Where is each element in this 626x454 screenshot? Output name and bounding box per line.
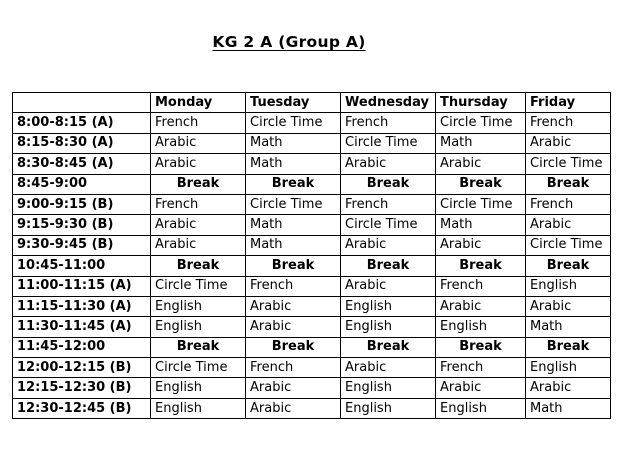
- table-row: [13, 235, 611, 255]
- table-row: [13, 276, 611, 296]
- subject-cell: Arabic: [526, 378, 611, 398]
- break-cell: Break: [341, 337, 436, 357]
- header-cell-monday: Monday: [151, 93, 246, 113]
- subject-cell: French: [526, 194, 611, 214]
- time-slot-cell: 11:00-11:15 (A): [13, 276, 151, 296]
- break-cell: Break: [246, 256, 341, 276]
- break-cell: Break: [246, 337, 341, 357]
- subject-cell: French: [151, 194, 246, 214]
- schedule-body: [13, 113, 611, 419]
- subject-cell: English: [436, 317, 526, 337]
- break-cell: Break: [151, 174, 246, 194]
- header-cell-corner: [13, 93, 151, 113]
- subject-cell: Math: [526, 317, 611, 337]
- subject-cell: French: [246, 358, 341, 378]
- time-slot-cell: 8:00-8:15 (A): [13, 113, 151, 133]
- table-row: [13, 194, 611, 214]
- subject-cell: Arabic: [246, 296, 341, 316]
- time-slot-cell: 11:30-11:45 (A): [13, 317, 151, 337]
- subject-cell: Math: [436, 215, 526, 235]
- time-slot-cell: 11:15-11:30 (A): [13, 296, 151, 316]
- subject-cell: Arabic: [246, 398, 341, 418]
- table-row: [13, 215, 611, 235]
- subject-cell: English: [151, 296, 246, 316]
- subject-cell: English: [436, 398, 526, 418]
- table-row: [13, 378, 611, 398]
- subject-cell: Circle Time: [246, 194, 341, 214]
- subject-cell: Math: [246, 235, 341, 255]
- subject-cell: Arabic: [341, 276, 436, 296]
- subject-cell: English: [341, 398, 436, 418]
- time-slot-cell: 12:30-12:45 (B): [13, 398, 151, 418]
- page-title: KG 2 A (Group A): [212, 33, 366, 51]
- header-cell-tuesday: Tuesday: [246, 93, 341, 113]
- subject-cell: Circle Time: [151, 276, 246, 296]
- subject-cell: Math: [246, 154, 341, 174]
- subject-cell: Arabic: [246, 317, 341, 337]
- subject-cell: Circle Time: [341, 133, 436, 153]
- subject-cell: Arabic: [246, 378, 341, 398]
- subject-cell: Circle Time: [151, 358, 246, 378]
- break-cell: Break: [341, 174, 436, 194]
- subject-cell: English: [151, 317, 246, 337]
- subject-cell: Arabic: [341, 235, 436, 255]
- table-row: [13, 133, 611, 153]
- time-slot-cell: 8:15-8:30 (A): [13, 133, 151, 153]
- time-slot-cell: 9:00-9:15 (B): [13, 194, 151, 214]
- break-row: [13, 337, 611, 357]
- subject-cell: English: [526, 276, 611, 296]
- subject-cell: Arabic: [151, 154, 246, 174]
- time-slot-cell: 9:15-9:30 (B): [13, 215, 151, 235]
- time-slot-cell: 10:45-11:00: [13, 256, 151, 276]
- subject-cell: Arabic: [436, 154, 526, 174]
- time-slot-cell: 12:00-12:15 (B): [13, 358, 151, 378]
- subject-cell: Arabic: [436, 235, 526, 255]
- table-row: [13, 113, 611, 133]
- subject-cell: Circle Time: [246, 113, 341, 133]
- break-cell: Break: [151, 337, 246, 357]
- subject-cell: Math: [246, 215, 341, 235]
- subject-cell: Arabic: [526, 296, 611, 316]
- break-cell: Break: [151, 256, 246, 276]
- subject-cell: French: [246, 276, 341, 296]
- subject-cell: Arabic: [526, 133, 611, 153]
- header-row: [13, 93, 611, 113]
- break-cell: Break: [436, 174, 526, 194]
- subject-cell: English: [151, 378, 246, 398]
- table-row: [13, 317, 611, 337]
- header-cell-wednesday: Wednesday: [341, 93, 436, 113]
- subject-cell: Arabic: [436, 296, 526, 316]
- subject-cell: French: [436, 276, 526, 296]
- subject-cell: French: [151, 113, 246, 133]
- table-row: [13, 296, 611, 316]
- time-slot-cell: 9:30-9:45 (B): [13, 235, 151, 255]
- subject-cell: Math: [246, 133, 341, 153]
- subject-cell: Circle Time: [436, 194, 526, 214]
- subject-cell: Circle Time: [526, 235, 611, 255]
- subject-cell: Arabic: [436, 378, 526, 398]
- break-cell: Break: [526, 337, 611, 357]
- header-cell-friday: Friday: [526, 93, 611, 113]
- subject-cell: Circle Time: [526, 154, 611, 174]
- table-row: [13, 358, 611, 378]
- break-row: [13, 174, 611, 194]
- break-cell: Break: [436, 256, 526, 276]
- time-slot-cell: 8:45-9:00: [13, 174, 151, 194]
- subject-cell: Circle Time: [341, 215, 436, 235]
- subject-cell: Arabic: [151, 133, 246, 153]
- break-cell: Break: [436, 337, 526, 357]
- subject-cell: Arabic: [341, 358, 436, 378]
- break-row: [13, 256, 611, 276]
- time-slot-cell: 12:15-12:30 (B): [13, 378, 151, 398]
- subject-cell: English: [341, 378, 436, 398]
- table-row: [13, 154, 611, 174]
- subject-cell: Circle Time: [436, 113, 526, 133]
- break-cell: Break: [526, 256, 611, 276]
- subject-cell: English: [341, 296, 436, 316]
- schedule-table: [12, 92, 611, 419]
- subject-cell: Arabic: [151, 215, 246, 235]
- subject-cell: French: [341, 113, 436, 133]
- subject-cell: Math: [526, 398, 611, 418]
- break-cell: Break: [246, 174, 341, 194]
- subject-cell: English: [341, 317, 436, 337]
- subject-cell: Arabic: [151, 235, 246, 255]
- table-row: [13, 398, 611, 418]
- subject-cell: French: [341, 194, 436, 214]
- time-slot-cell: 8:30-8:45 (A): [13, 154, 151, 174]
- subject-cell: Arabic: [341, 154, 436, 174]
- subject-cell: French: [436, 358, 526, 378]
- subject-cell: Arabic: [526, 215, 611, 235]
- subject-cell: English: [151, 398, 246, 418]
- break-cell: Break: [526, 174, 611, 194]
- break-cell: Break: [341, 256, 436, 276]
- subject-cell: Math: [436, 133, 526, 153]
- header-cell-thursday: Thursday: [436, 93, 526, 113]
- subject-cell: French: [526, 113, 611, 133]
- subject-cell: English: [526, 358, 611, 378]
- time-slot-cell: 11:45-12:00: [13, 337, 151, 357]
